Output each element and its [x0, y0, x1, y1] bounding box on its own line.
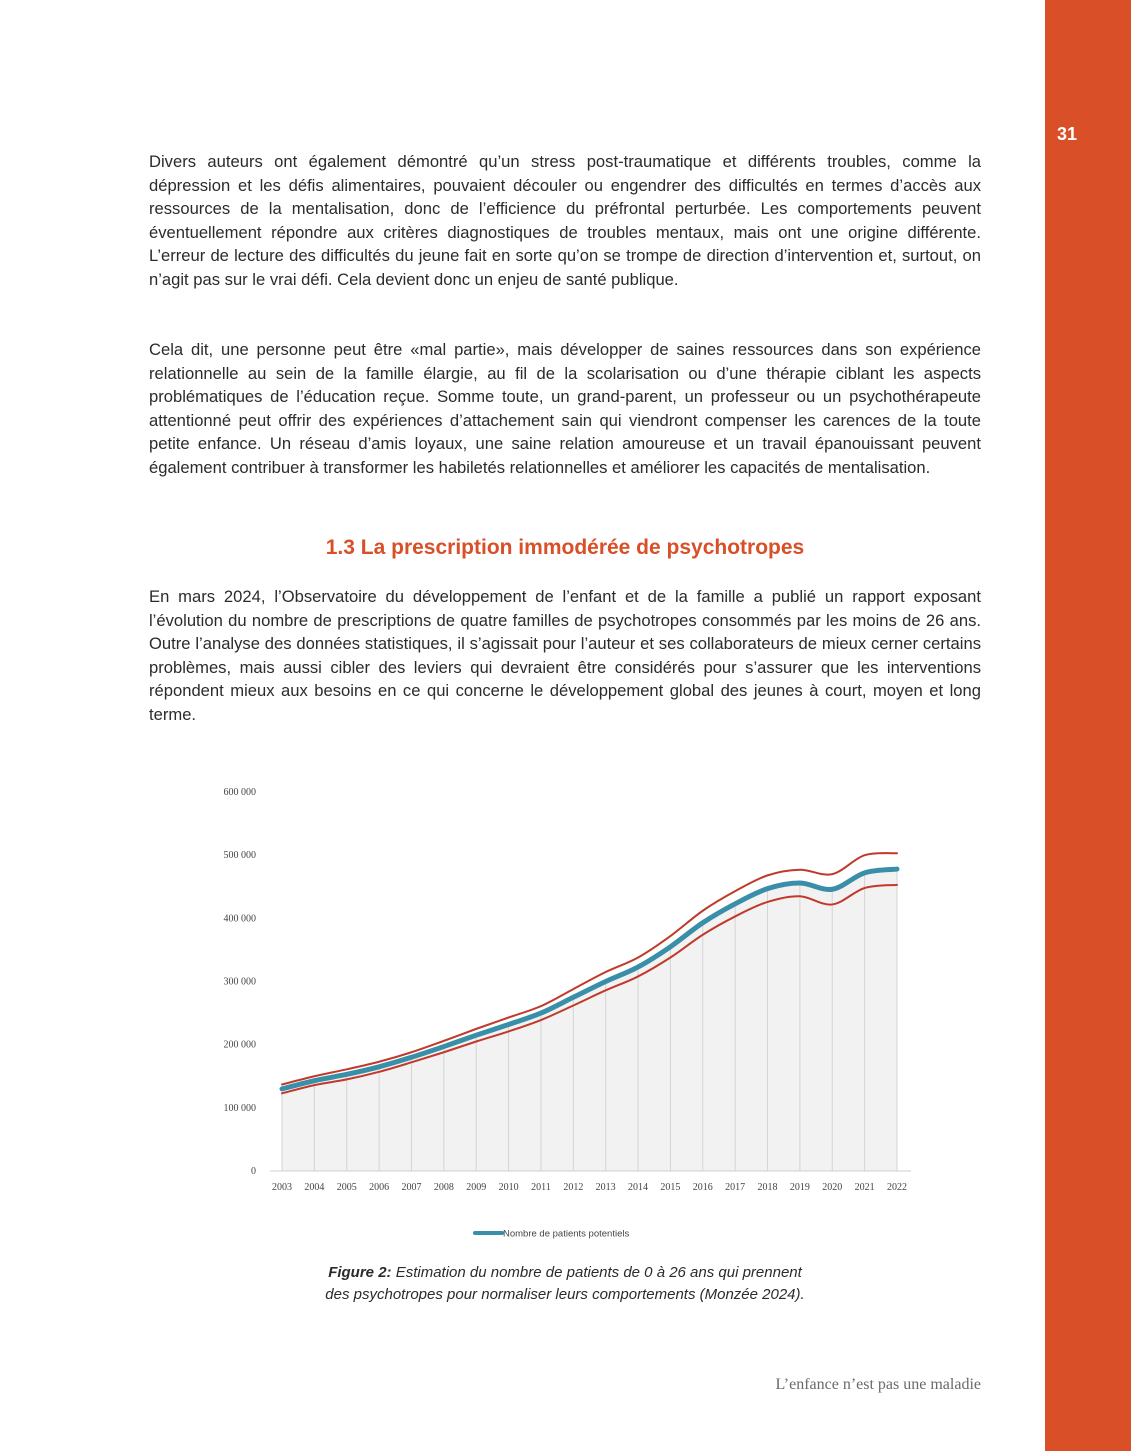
x-tick-label: 2008: [433, 1182, 454, 1193]
x-tick-label: 2014: [628, 1182, 649, 1193]
x-tick-label: 2010: [498, 1182, 519, 1193]
body-paragraph: En mars 2024, l’Observatoire du développement de l’enfant et de la famille a publié un rapport exposant l’évolution du nombre de prescriptions de quatre familles de psychotropes consommés par les moins de 26 ans. Outre l’analyse des données statistiques, il s’agissait pour l’auteur et ses collaborateurs de mieux cerner certains problèmes, mais aussi cibler des leviers qui devraient être considérés pour s’assurer que les interventions répondent mieux aux besoins en ce qui concerne le développement global des jeunes à court, moyen et long terme.: [149, 587, 981, 724]
x-tick-label: 2019: [789, 1182, 810, 1193]
running-footer: L’enfance n’est pas une maladie: [775, 1376, 981, 1393]
y-tick-label: 300 000: [223, 976, 256, 988]
x-tick-label: 2009: [466, 1182, 487, 1193]
x-tick-label: 2020: [822, 1182, 843, 1193]
figure-caption-line1: Estimation du nombre de patients de 0 à 26 ans qui prennent: [395, 1264, 802, 1281]
y-tick-label: 600 000: [223, 787, 256, 798]
figure-caption-line2: des psychotropes pour normaliser leurs comportements (Monzée 2024).: [325, 1286, 805, 1303]
x-tick-label: 2013: [595, 1182, 616, 1193]
x-tick-label: 2018: [757, 1182, 778, 1193]
legend-label: Nombre de patients potentiels: [503, 1228, 630, 1240]
y-tick-label: 200 000: [223, 1039, 256, 1051]
line-chart: [210, 775, 920, 1245]
x-tick-label: 2007: [401, 1182, 422, 1193]
x-tick-label: 2015: [660, 1182, 681, 1193]
y-tick-label: 100 000: [223, 1102, 256, 1114]
body-paragraph: Divers auteurs ont également démontré qu’un stress post-traumatique et différents troubles, comme la dépression et les défis alimentaires, pouvaient découler ou engendrer des difficultés en termes d’accès aux ressources de la mentalisation, donc de l’efficience du préfrontal perturbée. Les comportements peuvent éventuellement répondre aux critères diagnostiques de troubles mentaux, mais ont une origine différente. L’erreur de lecture des difficultés du jeune fait en sorte qu’on se trompe de direction d’intervention et, surtout, on n’agit pas sur le vrai défi. Cela devient donc un enjeu de santé publique.: [149, 152, 981, 289]
y-tick-label: 400 000: [223, 913, 256, 925]
x-tick-label: 2003: [272, 1182, 292, 1193]
page-number: 31: [1056, 124, 1078, 144]
x-tick-label: 2016: [692, 1182, 713, 1193]
x-tick-label: 2004: [304, 1182, 325, 1193]
section-title: 1.3 La prescription immodérée de psychotropes: [325, 536, 805, 559]
side-color-band: [1045, 0, 1131, 1451]
y-tick-label: 0: [251, 1166, 256, 1177]
x-tick-label: 2017: [725, 1182, 746, 1193]
figure-caption: [149, 1262, 981, 1306]
y-tick-label: 500 000: [223, 850, 256, 862]
chart-area-fill: [282, 869, 897, 1171]
x-tick-label: 2005: [336, 1182, 357, 1193]
body-paragraph: Cela dit, une personne peut être «mal partie», mais développer de saines ressources dans son expérience relationnelle au sein de la famille élargie, au fil de la scolarisation ou d’une thérapie ciblant les aspects problématiques de l’éducation reçue. Somme toute, un grand-parent, un professeur ou un psychothérapeute attentionné peut offrir des expériences d’attachement sain qui viendront compenser les carences de la toute petite enfance. Un réseau d’amis loyaux, une saine relation amoureuse et un travail épanouissant peuvent également contribuer à transformer les habiletés relationnelles et améliorer les capacités de mentalisation.: [149, 340, 981, 477]
x-tick-label: 2012: [563, 1182, 584, 1193]
x-tick-label: 2006: [369, 1182, 390, 1193]
x-tick-label: 2022: [887, 1182, 907, 1193]
figure-label: Figure 2:: [328, 1264, 392, 1281]
x-tick-label: 2011: [531, 1182, 551, 1193]
x-tick-label: 2021: [854, 1182, 875, 1193]
